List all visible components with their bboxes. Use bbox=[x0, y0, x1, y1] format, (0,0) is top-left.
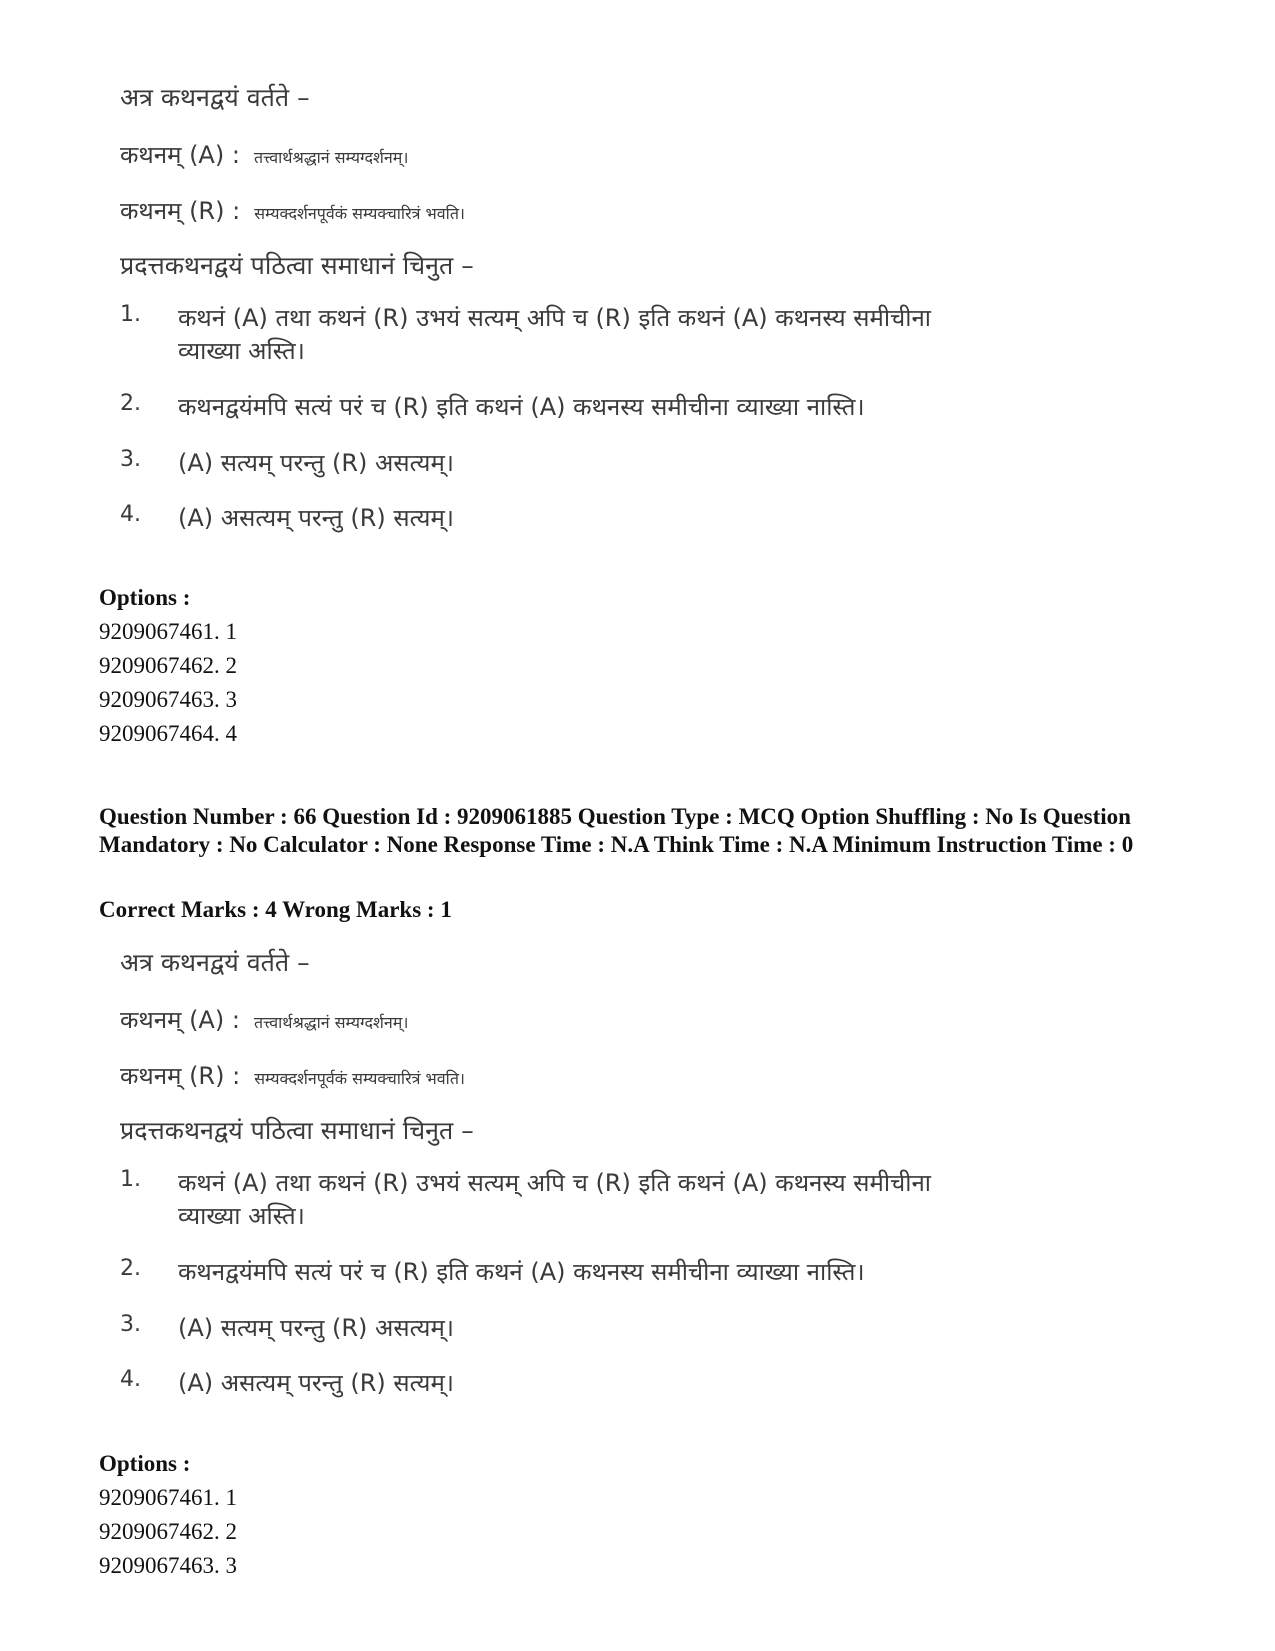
choice-item bbox=[120, 391, 958, 424]
choice-item bbox=[120, 502, 958, 535]
choice-number: 3. bbox=[120, 1312, 141, 1337]
choice-number: 2. bbox=[120, 1256, 141, 1281]
question-prompt: प्रदत्तकथनद्वयं पठित्वा समाधानं चिनुत – bbox=[120, 251, 474, 280]
option-line: 9209067464. 4 bbox=[99, 721, 237, 746]
statement-r-text: सम्यक्दर्शनपूर्वकं सम्यक्चारित्रं भवति। bbox=[254, 1069, 465, 1088]
statement-r-text: सम्यक्दर्शनपूर्वकं सम्यक्चारित्रं भवति। bbox=[254, 204, 465, 223]
choice-number: 3. bbox=[120, 447, 141, 472]
choice-text: (A) सत्यम् परन्तु (R) असत्यम्। bbox=[178, 449, 454, 477]
choice-text: (A) असत्यम् परन्तु (R) सत्यम्। bbox=[178, 1369, 454, 1397]
choice-item bbox=[120, 1367, 958, 1400]
choice-text: कथनं (A) तथा कथनं (R) उभयं सत्यम् अपि च (R) इति कथनं (A) कथनस्य समीचीना व्याख्या अस्ति। bbox=[178, 1169, 932, 1230]
choice-item bbox=[120, 1256, 958, 1289]
options-heading: Options : bbox=[99, 585, 191, 610]
choice-item bbox=[120, 1167, 958, 1233]
marks-line: Correct Marks : 4 Wrong Marks : 1 bbox=[99, 897, 452, 922]
option-line: 9209067461. 1 bbox=[99, 619, 237, 644]
statement-a-label: कथनम् (A) : bbox=[120, 1006, 240, 1034]
question-image-2 bbox=[120, 945, 980, 1415]
statement-r-label: कथनम् (R) : bbox=[120, 1062, 241, 1090]
options-heading: Options : bbox=[99, 1451, 191, 1476]
statement-r bbox=[120, 1059, 465, 1092]
choice-item bbox=[120, 302, 958, 368]
choice-text: (A) असत्यम् परन्तु (R) सत्यम्। bbox=[178, 504, 454, 532]
choice-text: कथनं (A) तथा कथनं (R) उभयं सत्यम् अपि च (R) इति कथनं (A) कथनस्य समीचीना व्याख्या अस्ति। bbox=[178, 304, 932, 365]
statement-r-label: कथनम् (R) : bbox=[120, 197, 241, 225]
choice-number: 2. bbox=[120, 391, 141, 416]
option-line: 9209067463. 3 bbox=[99, 1553, 237, 1578]
question-image-1 bbox=[120, 80, 980, 550]
statement-a-label: कथनम् (A) : bbox=[120, 141, 240, 169]
choice-number: 1. bbox=[120, 302, 141, 327]
question-prompt: प्रदत्तकथनद्वयं पठित्वा समाधानं चिनुत – bbox=[120, 1116, 474, 1145]
choice-number: 4. bbox=[120, 502, 141, 527]
option-line: 9209067463. 3 bbox=[99, 687, 237, 712]
option-line: 9209067462. 2 bbox=[99, 1519, 237, 1544]
statement-a bbox=[120, 1003, 408, 1036]
statement-a-text: तत्त्वार्थश्रद्धानं सम्यग्दर्शनम्। bbox=[253, 1013, 409, 1032]
choice-number: 4. bbox=[120, 1367, 141, 1392]
choice-text: कथनद्वयंमपि सत्यं परं च (R) इति कथनं (A) कथनस्य समीचीना व्याख्या नास्ति। bbox=[178, 1258, 865, 1286]
choice-text: (A) सत्यम् परन्तु (R) असत्यम्। bbox=[178, 1314, 454, 1342]
statement-a-text: तत्त्वार्थश्रद्धानं सम्यग्दर्शनम्। bbox=[253, 148, 409, 167]
choice-number: 1. bbox=[120, 1167, 141, 1192]
question-intro: अत्र कथनद्वयं वर्तते – bbox=[120, 948, 310, 977]
option-line: 9209067462. 2 bbox=[99, 653, 237, 678]
statement-a bbox=[120, 138, 408, 171]
question-intro: अत्र कथनद्वयं वर्तते – bbox=[120, 83, 310, 112]
choice-item bbox=[120, 1312, 958, 1345]
choice-item bbox=[120, 447, 958, 480]
choice-text: कथनद्वयंमपि सत्यं परं च (R) इति कथनं (A) कथनस्य समीचीना व्याख्या नास्ति। bbox=[178, 393, 865, 421]
statement-r bbox=[120, 194, 465, 227]
question-meta: Question Number : 66 Question Id : 9209061885 Question Type : MCQ Option Shuffling : No Is Question Mandatory : No Calculator : None Response Time : N.A Think Time : N.A Minimum Instruction Time : 0 bbox=[99, 804, 1134, 857]
option-line: 9209067461. 1 bbox=[99, 1485, 237, 1510]
